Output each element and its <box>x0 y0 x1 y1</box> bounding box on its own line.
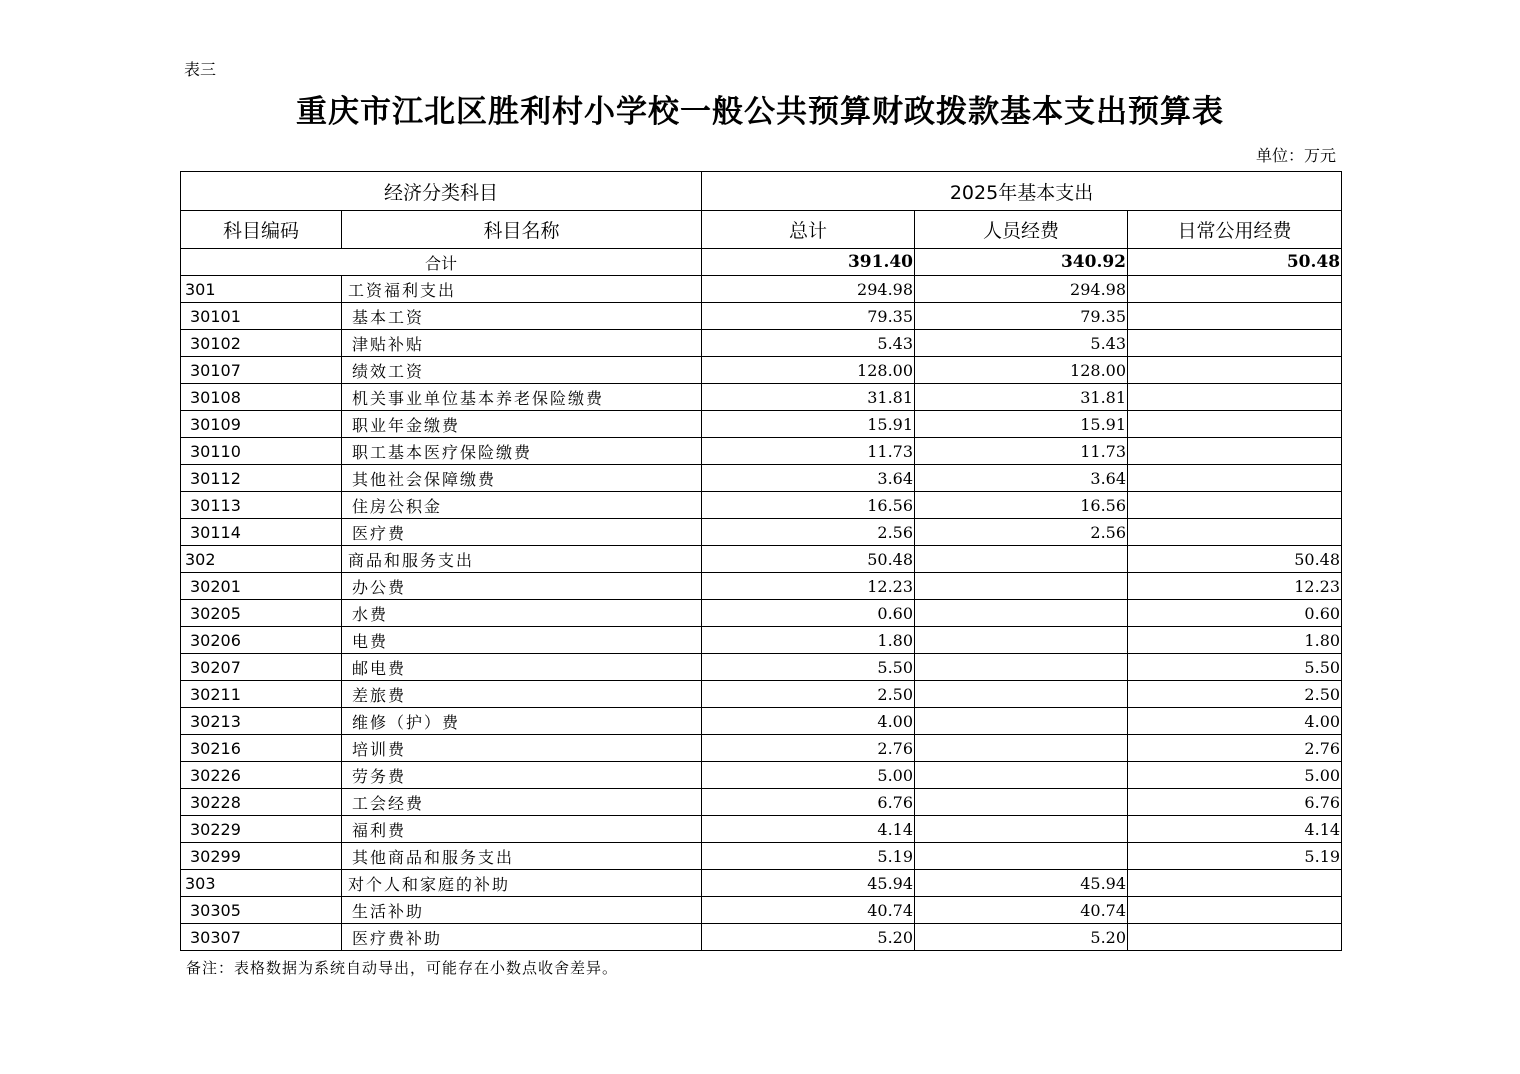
table-row <box>181 519 1342 546</box>
header-row-group <box>181 172 1342 211</box>
row-code: 30229 <box>181 816 342 843</box>
row-name: 办公费 <box>342 573 702 600</box>
table-row <box>181 411 1342 438</box>
header-total: 总计 <box>702 211 915 249</box>
table-row <box>181 600 1342 627</box>
table-row <box>181 924 1342 951</box>
row-personnel <box>915 735 1128 762</box>
header-economic-classification: 经济分类科目 <box>181 172 702 211</box>
row-total: 5.43 <box>702 330 915 357</box>
row-total: 4.00 <box>702 708 915 735</box>
table-row <box>181 897 1342 924</box>
row-personnel <box>915 681 1128 708</box>
row-personnel: 16.56 <box>915 492 1128 519</box>
row-total: 40.74 <box>702 897 915 924</box>
table-row <box>181 843 1342 870</box>
row-name: 机关事业单位基本养老保险缴费 <box>342 384 702 411</box>
row-name: 津贴补贴 <box>342 330 702 357</box>
row-name: 生活补助 <box>342 897 702 924</box>
row-name: 福利费 <box>342 816 702 843</box>
row-total: 15.91 <box>702 411 915 438</box>
row-public: 1.80 <box>1128 627 1342 654</box>
row-personnel: 5.20 <box>915 924 1128 951</box>
row-public <box>1128 330 1342 357</box>
row-public: 5.50 <box>1128 654 1342 681</box>
row-code: 303 <box>181 870 342 897</box>
row-public: 6.76 <box>1128 789 1342 816</box>
row-name: 其他商品和服务支出 <box>342 843 702 870</box>
table-row <box>181 681 1342 708</box>
row-code: 30205 <box>181 600 342 627</box>
row-name: 工会经费 <box>342 789 702 816</box>
row-name: 基本工资 <box>342 303 702 330</box>
row-total: 11.73 <box>702 438 915 465</box>
row-total: 5.50 <box>702 654 915 681</box>
row-code: 30228 <box>181 789 342 816</box>
row-code: 302 <box>181 546 342 573</box>
row-personnel <box>915 762 1128 789</box>
row-code: 30101 <box>181 303 342 330</box>
row-public: 50.48 <box>1128 546 1342 573</box>
row-personnel <box>915 843 1128 870</box>
row-code: 30216 <box>181 735 342 762</box>
row-code: 30112 <box>181 465 342 492</box>
row-code: 30211 <box>181 681 342 708</box>
unit-label: 单位：万元 <box>1255 146 1336 165</box>
row-personnel <box>915 600 1128 627</box>
row-total: 5.00 <box>702 762 915 789</box>
row-name: 水费 <box>342 600 702 627</box>
row-name: 住房公积金 <box>342 492 702 519</box>
row-total: 128.00 <box>702 357 915 384</box>
row-total: 2.56 <box>702 519 915 546</box>
header-row-columns <box>181 211 1342 249</box>
row-personnel: 3.64 <box>915 465 1128 492</box>
row-public: 4.00 <box>1128 708 1342 735</box>
row-name: 对个人和家庭的补助 <box>342 870 702 897</box>
table-row <box>181 789 1342 816</box>
table-row <box>181 708 1342 735</box>
table-row <box>181 465 1342 492</box>
row-total: 0.60 <box>702 600 915 627</box>
table-row <box>181 627 1342 654</box>
row-total: 3.64 <box>702 465 915 492</box>
row-name: 邮电费 <box>342 654 702 681</box>
row-total: 2.50 <box>702 681 915 708</box>
row-total: 79.35 <box>702 303 915 330</box>
row-total: 6.76 <box>702 789 915 816</box>
page-title: 重庆市江北区胜利村小学校一般公共预算财政拨款基本支出预算表 <box>296 94 1224 130</box>
row-personnel <box>915 708 1128 735</box>
row-personnel <box>915 789 1128 816</box>
header-personnel: 人员经费 <box>915 211 1128 249</box>
row-personnel <box>915 654 1128 681</box>
row-code: 30109 <box>181 411 342 438</box>
row-code: 30307 <box>181 924 342 951</box>
table-row <box>181 384 1342 411</box>
data-rows <box>181 276 1342 951</box>
row-name: 绩效工资 <box>342 357 702 384</box>
row-public <box>1128 411 1342 438</box>
table-row <box>181 816 1342 843</box>
row-code: 30207 <box>181 654 342 681</box>
row-public <box>1128 492 1342 519</box>
row-public: 2.50 <box>1128 681 1342 708</box>
row-code: 30226 <box>181 762 342 789</box>
table-row <box>181 546 1342 573</box>
row-total: 1.80 <box>702 627 915 654</box>
row-code: 301 <box>181 276 342 303</box>
row-code: 30305 <box>181 897 342 924</box>
row-total: 45.94 <box>702 870 915 897</box>
row-public: 2.76 <box>1128 735 1342 762</box>
total-personnel: 340.92 <box>915 249 1128 276</box>
row-personnel: 128.00 <box>915 357 1128 384</box>
table-number-label: 表三 <box>184 60 217 79</box>
budget-table <box>180 171 1342 951</box>
table-row <box>181 870 1342 897</box>
table-row <box>181 438 1342 465</box>
row-total: 5.20 <box>702 924 915 951</box>
total-total: 391.40 <box>702 249 915 276</box>
row-personnel <box>915 573 1128 600</box>
row-total: 50.48 <box>702 546 915 573</box>
row-name: 维修（护）费 <box>342 708 702 735</box>
header-public: 日常公用经费 <box>1128 211 1342 249</box>
row-public <box>1128 924 1342 951</box>
row-total: 12.23 <box>702 573 915 600</box>
total-label: 合计 <box>181 249 702 276</box>
row-public: 0.60 <box>1128 600 1342 627</box>
row-personnel: 15.91 <box>915 411 1128 438</box>
row-code: 30113 <box>181 492 342 519</box>
row-public <box>1128 870 1342 897</box>
row-personnel: 40.74 <box>915 897 1128 924</box>
row-code: 30114 <box>181 519 342 546</box>
row-name: 培训费 <box>342 735 702 762</box>
row-name: 医疗费 <box>342 519 702 546</box>
row-total: 31.81 <box>702 384 915 411</box>
row-public <box>1128 897 1342 924</box>
row-name: 其他社会保障缴费 <box>342 465 702 492</box>
row-personnel: 31.81 <box>915 384 1128 411</box>
header-code: 科目编码 <box>181 211 342 249</box>
row-public: 12.23 <box>1128 573 1342 600</box>
row-personnel: 5.43 <box>915 330 1128 357</box>
row-code: 30213 <box>181 708 342 735</box>
row-personnel: 79.35 <box>915 303 1128 330</box>
row-public <box>1128 384 1342 411</box>
row-public <box>1128 276 1342 303</box>
row-personnel <box>915 816 1128 843</box>
row-total: 294.98 <box>702 276 915 303</box>
table-row <box>181 276 1342 303</box>
row-public <box>1128 438 1342 465</box>
row-code: 30102 <box>181 330 342 357</box>
row-personnel: 294.98 <box>915 276 1128 303</box>
header-basic-expenditure: 2025年基本支出 <box>702 172 1342 211</box>
table-row <box>181 330 1342 357</box>
table-row <box>181 735 1342 762</box>
row-public: 5.00 <box>1128 762 1342 789</box>
table-row <box>181 492 1342 519</box>
row-name: 医疗费补助 <box>342 924 702 951</box>
row-name: 职工基本医疗保险缴费 <box>342 438 702 465</box>
table-row <box>181 762 1342 789</box>
row-name: 电费 <box>342 627 702 654</box>
row-code: 30201 <box>181 573 342 600</box>
row-personnel <box>915 546 1128 573</box>
table-row <box>181 303 1342 330</box>
total-public: 50.48 <box>1128 249 1342 276</box>
row-code: 30299 <box>181 843 342 870</box>
row-total: 5.19 <box>702 843 915 870</box>
row-code: 30206 <box>181 627 342 654</box>
row-code: 30110 <box>181 438 342 465</box>
header-name: 科目名称 <box>342 211 702 249</box>
table-row <box>181 654 1342 681</box>
table-row <box>181 573 1342 600</box>
row-public <box>1128 465 1342 492</box>
table-row <box>181 357 1342 384</box>
row-total: 2.76 <box>702 735 915 762</box>
row-name: 职业年金缴费 <box>342 411 702 438</box>
row-public: 5.19 <box>1128 843 1342 870</box>
row-name: 差旅费 <box>342 681 702 708</box>
row-code: 30107 <box>181 357 342 384</box>
row-name: 劳务费 <box>342 762 702 789</box>
row-public <box>1128 303 1342 330</box>
row-name: 商品和服务支出 <box>342 546 702 573</box>
row-public <box>1128 519 1342 546</box>
row-public: 4.14 <box>1128 816 1342 843</box>
row-personnel: 45.94 <box>915 870 1128 897</box>
row-code: 30108 <box>181 384 342 411</box>
row-public <box>1128 357 1342 384</box>
row-personnel: 2.56 <box>915 519 1128 546</box>
row-personnel: 11.73 <box>915 438 1128 465</box>
row-total: 4.14 <box>702 816 915 843</box>
footnote: 备注：表格数据为系统自动导出，可能存在小数点收舍差异。 <box>186 959 619 977</box>
row-personnel <box>915 627 1128 654</box>
row-total: 16.56 <box>702 492 915 519</box>
row-name: 工资福利支出 <box>342 276 702 303</box>
total-row <box>181 249 1342 276</box>
